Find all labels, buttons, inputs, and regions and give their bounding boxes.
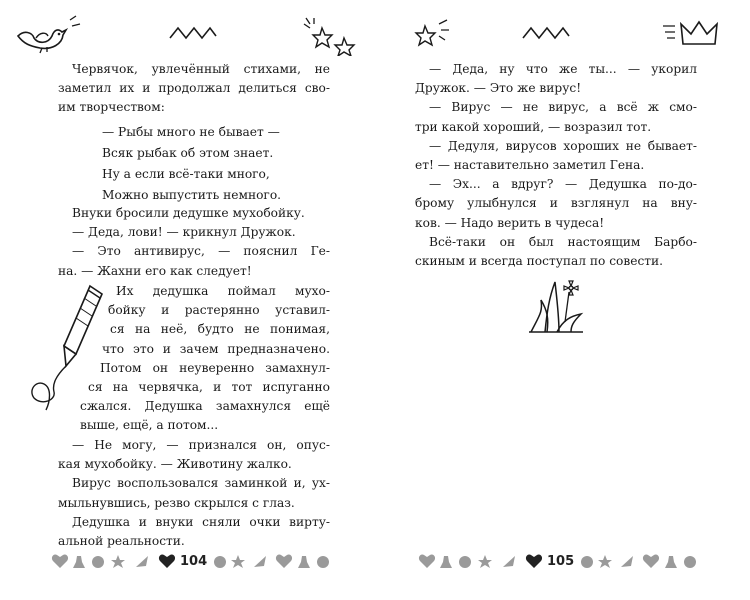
text-line: — Это антивирус, — пояснил Ге-	[72, 244, 330, 259]
heart-icon	[526, 554, 542, 568]
text-line: — Не могу, — признался он, опус-	[72, 438, 330, 452]
text-line: мыльнувшись, резво скрылся с глаз.	[58, 495, 295, 510]
cup-icon	[665, 556, 677, 568]
page-number: 105	[547, 554, 575, 569]
text-line: ся на неё, будто не понимая,	[110, 322, 330, 337]
cup-icon	[298, 556, 310, 568]
text-line: Потом он неуверенно замахнул-	[100, 360, 330, 375]
text-line: Червячок, увлечённый стихами, не	[72, 62, 330, 76]
circle-icon	[684, 556, 696, 568]
text-line: три какой хороший, — возразил тот.	[415, 119, 652, 134]
circle-icon	[317, 556, 329, 568]
arrow-icon	[621, 556, 633, 567]
page-number: 104	[180, 554, 208, 569]
circle-icon	[581, 556, 593, 568]
text-line: бойку и растерянно уставил-	[108, 303, 330, 318]
text-line: заметил их и продолжал делиться сво-	[58, 81, 330, 96]
text-line: брому улыбнулся и взглянул на вну-	[415, 196, 697, 211]
text-line: ся на червячка, и тот испуганно	[88, 380, 330, 395]
text-line: — Деда, ну что же ты... — укорил	[429, 62, 697, 76]
poem-line: Ну а если всё-таки много,	[102, 167, 270, 181]
text-line: Вирус воспользовался заминкой и, ух-	[72, 476, 330, 491]
poem-line: — Рыбы много не бывает —	[102, 125, 280, 139]
text-line: что это и зачем предназначено.	[102, 341, 330, 356]
text-line: выше, ещё, а потом...	[80, 418, 219, 433]
poem-line: Можно выпустить немного.	[102, 188, 282, 202]
crown-icon	[661, 18, 725, 50]
star-icon	[300, 16, 360, 56]
grass-flower-icon	[525, 276, 587, 336]
zigzag-icon	[521, 24, 571, 42]
cup-icon	[73, 556, 85, 568]
arrow-icon	[136, 556, 148, 567]
zigzag-icon	[168, 24, 218, 42]
text-line: сжался. Дедушка замахнулся ещё	[80, 399, 330, 414]
heart-icon	[276, 554, 292, 568]
arrow-icon	[503, 556, 515, 567]
text-line: на. — Жахни его как следует!	[58, 263, 252, 278]
circle-icon	[92, 556, 104, 568]
text-line: — Вирус — не вирус, а всё ж смо-	[429, 100, 697, 115]
text-line: ет! — наставительно заметил Гена.	[415, 158, 645, 173]
right-page	[375, 0, 750, 600]
heart-icon	[419, 554, 435, 568]
text-line: — Деда, лови! — крикнул Дружок.	[72, 225, 296, 240]
text-line: — Эх... а вдруг? — Дедушка по-до-	[429, 177, 697, 192]
text-line: Внуки бросили дедушке мухобойку.	[72, 206, 305, 220]
text-line: — Дедуля, вирусов хороших не бывает-	[429, 138, 697, 153]
heart-icon	[52, 554, 68, 568]
star-icon	[413, 16, 453, 52]
circle-icon	[214, 556, 226, 568]
text-line: альной реальности.	[58, 534, 185, 549]
text-line: Их дедушка поймал мухо-	[116, 284, 330, 298]
heart-icon	[159, 554, 175, 568]
star-icon	[478, 555, 492, 568]
star-icon	[231, 555, 245, 568]
text-line: скиным и всегда поступал по совести.	[415, 254, 664, 269]
heart-icon	[643, 554, 659, 568]
text-line: Дедушка и внуки сняли очки вирту-	[72, 514, 330, 529]
arrow-icon	[254, 556, 266, 567]
poem-line: Всяк рыбак об этом знает.	[102, 146, 274, 160]
text-line: им творчеством:	[58, 100, 165, 115]
text-line: кая мухобойку. — Животину жалко.	[58, 457, 292, 472]
bird-icon	[14, 14, 82, 54]
cup-icon	[440, 556, 452, 568]
text-line: Всё-таки он был настоящим Барбо-	[429, 234, 697, 249]
circle-icon	[459, 556, 471, 568]
text-line: Дружок. — Это же вирус!	[415, 81, 582, 96]
text-line: ков. — Надо верить в чудеса!	[415, 215, 605, 230]
star-icon	[111, 555, 125, 568]
star-icon	[598, 555, 612, 568]
